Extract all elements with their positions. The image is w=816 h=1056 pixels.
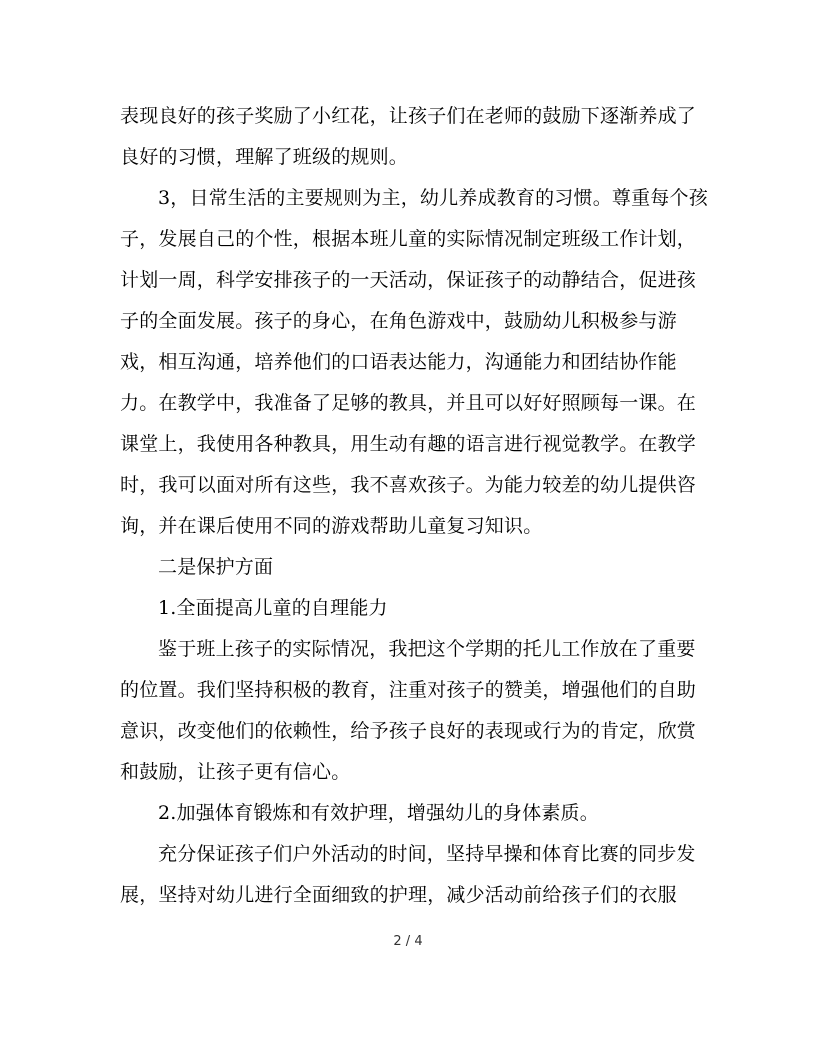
text-line: 计划一周，科学安排孩子的一天活动，保证孩子的动静结合，促进孩 <box>120 269 697 291</box>
text-line: 戏，相互沟通，培养他们的口语表达能力，沟通能力和团结协作能 <box>120 351 677 373</box>
text-line: 鉴于班上孩子的实际情况，我把这个学期的托儿工作放在了重要 <box>158 638 696 660</box>
text-line: 询，并在课后使用不同的游戏帮助儿童复习知识。 <box>120 515 543 537</box>
text-line: 意识，改变他们的依赖性，给予孩子良好的表现或行为的肯定，欣赏 <box>120 720 697 742</box>
text-line: 子的全面发展。孩子的身心，在角色游戏中，鼓励幼儿积极参与游 <box>120 310 677 332</box>
text-line: 子，发展自己的个性，根据本班儿童的实际情况制定班级工作计划， <box>120 228 697 250</box>
text-line: 时，我可以面对所有这些，我不喜欢孩子。为能力较差的幼儿提供咨 <box>120 474 697 496</box>
text-line: 展，坚持对幼儿进行全面细致的护理，减少活动前给孩子们的衣服 <box>120 884 677 906</box>
text-line: 的位置。我们坚持积极的教育，注重对孩子的赞美，增强他们的自助 <box>120 679 697 701</box>
text-line: 良好的习惯，理解了班级的规则。 <box>120 146 409 168</box>
text-line: 充分保证孩子们户外活动的时间，坚持早操和体育比赛的同步发 <box>158 843 696 865</box>
text-line: 和鼓励，让孩子更有信心。 <box>120 761 351 783</box>
section-heading: 二是保护方面 <box>158 556 274 578</box>
text-line: 表现良好的孩子奖励了小红花，让孩子们在老师的鼓励下逐渐养成了 <box>120 105 697 127</box>
text-line: 力。在教学中，我准备了足够的教具，并且可以好好照顾每一课。在 <box>120 392 697 414</box>
text-line: 3，日常生活的主要规则为主，幼儿养成教育的习惯。尊重每个孩 <box>158 187 708 209</box>
text-line: 课堂上，我使用各种教具，用生动有趣的语言进行视觉教学。在教学 <box>120 433 697 455</box>
subsection-heading: 2.加强体育锻炼和有效护理，增强幼儿的身体素质。 <box>158 802 599 824</box>
subsection-heading: 1.全面提高儿童的自理能力 <box>158 597 388 619</box>
page-number: 2 / 4 <box>393 934 423 949</box>
